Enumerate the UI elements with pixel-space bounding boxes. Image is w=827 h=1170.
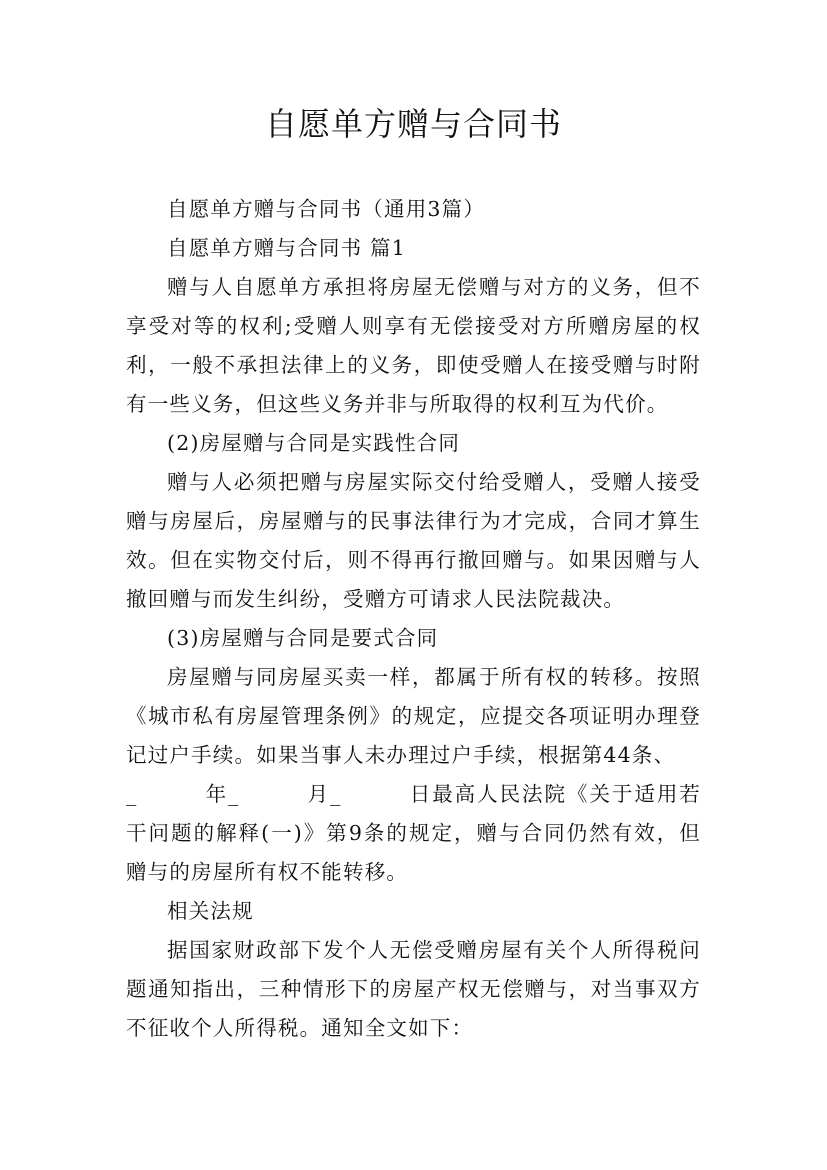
paragraph-tax-notice: 据国家财政部下发个人无偿受赠房屋有关个人所得税问题通知指出，三种情形下的房屋产权无偿赠与，对当事双方不征收个人所得税。通知全文如下： xyxy=(126,938,701,1040)
paragraph-gift-obligation: 赠与人自愿单方承担将房屋无偿赠与对方的义务，但不享受对等的权利;受赠人则享有无偿接受对方所赠房屋的权利，一般不承担法律上的义务，即使受赠人在接受赠与时附有一些义务，但这些义务并非与所取得的权利互为代价。 xyxy=(126,275,701,416)
paragraph-section-heading: 自愿单方赠与合同书 篇1 xyxy=(167,236,406,260)
paragraph-court-interpretation: _ 年_ 月_ 日最高人民法院《关于适用若干问题的解释(一)》第9条的规定，赠与合同仍然有效，但赠与的房屋所有权不能转移。 xyxy=(126,782,701,884)
paragraph-heading-related-regulations: 相关法规 xyxy=(167,899,254,923)
paragraph-subtitle: 自愿单方赠与合同书（通用3篇） xyxy=(167,197,486,221)
paragraph-delivery: 赠与人必须把赠与房屋实际交付给受赠人，受赠人接受赠与房屋后，房屋赠与的民事法律行为才完成，合同才算生效。但在实物交付后，则不得再行撤回赠与。如果因赠与人撤回赠与而发生纠纷，受赠方可请求人民法院裁决。 xyxy=(126,470,701,611)
paragraph-ownership-transfer: 房屋赠与同房屋买卖一样，都属于所有权的转移。按照《城市私有房屋管理条例》的规定，应提交各项证明办理登记过户手续。如果当事人未办理过户手续，根据第44条、 xyxy=(126,665,701,767)
document-title: 自愿单方赠与合同书 xyxy=(264,105,562,143)
paragraph-heading-formal-contract: (3)房屋赠与合同是要式合同 xyxy=(167,626,439,650)
paragraph-heading-practical-contract: (2)房屋赠与合同是实践性合同 xyxy=(167,431,461,455)
document-body xyxy=(126,190,701,1048)
